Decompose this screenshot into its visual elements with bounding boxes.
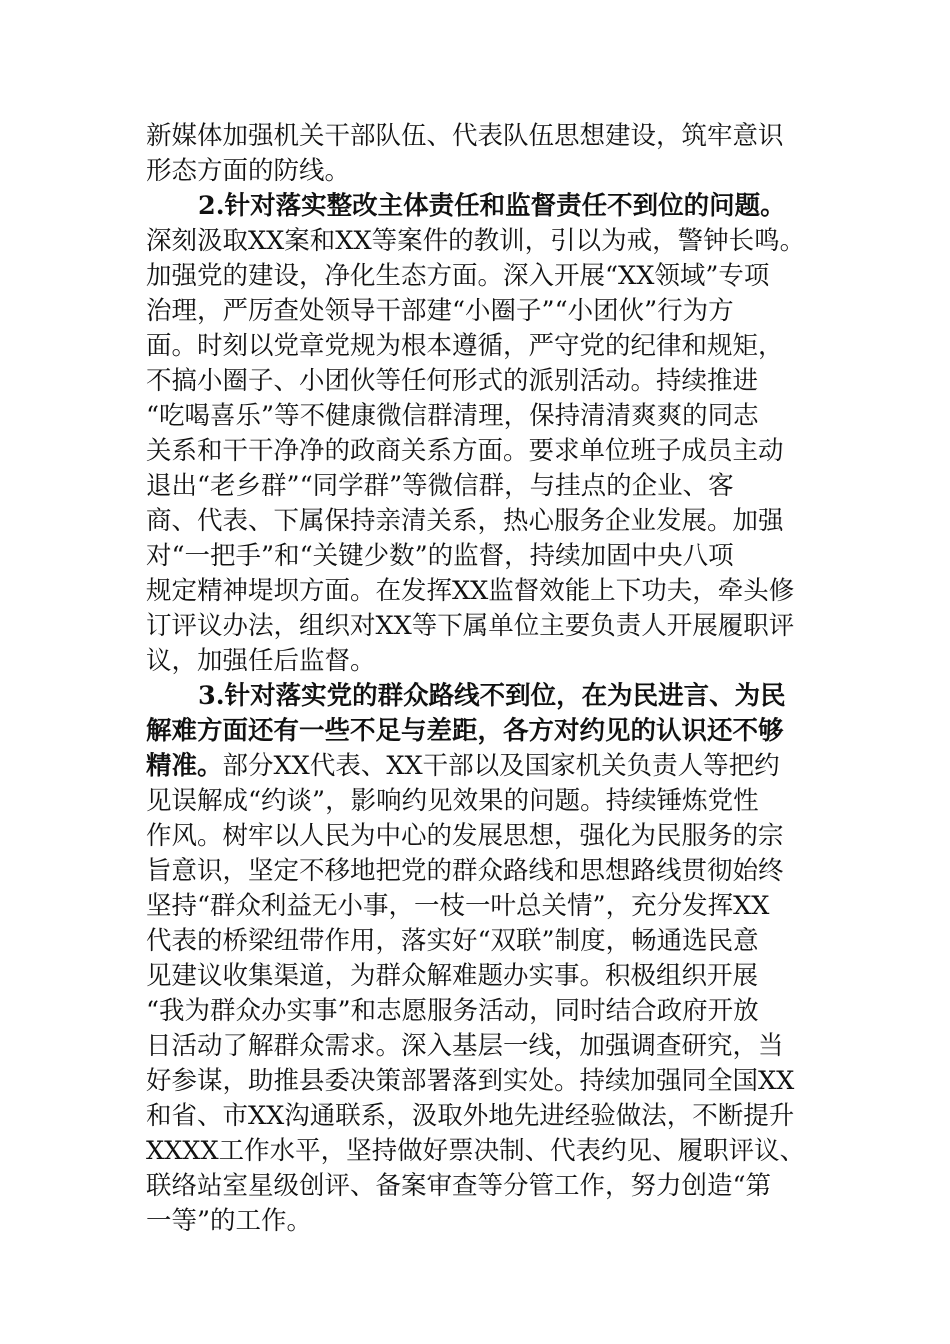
paragraph-line: 加强党的建设，净化生态方面。深入开展“XX领域”专项	[146, 261, 770, 291]
paragraph-line: 形态方面的防线。	[146, 156, 351, 186]
paragraph-line: 议，加强任后监督。	[146, 646, 376, 676]
paragraph-line: 深刻汲取XX案和XX等案件的教训，引以为戒，警钟长鸣。	[146, 226, 806, 256]
paragraph-line: 见误解成“约谈”，影响约见效果的问题。持续锤炼党性	[146, 786, 759, 816]
paragraph-line: 不搞小圈子、小团伙等任何形式的派别活动。持续推进	[146, 366, 759, 396]
paragraph-line: 商、代表、下属保持亲清关系，热心服务企业发展。加强	[146, 506, 784, 536]
paragraph-line: 关系和干干净净的政商关系方面。要求单位班子成员主动	[146, 436, 784, 466]
paragraph-text: 部分XX代表、XX干部以及国家机关负责人等把约	[222, 751, 780, 781]
paragraph-line: 联络站室星级创评、备案审查等分管工作，努力创造“第	[146, 1171, 772, 1201]
paragraph-line: 见建议收集渠道，为群众解难题办实事。积极组织开展	[146, 961, 759, 991]
paragraph-line: 退出“老乡群”“同学群”等微信群，与挂点的企业、客	[146, 471, 734, 501]
paragraph-line: 日活动了解群众需求。深入基层一线，加强调查研究，当	[146, 1031, 784, 1061]
paragraph-line: 好参谋，助推县委决策部署落到实处。持续加强同全国XX	[146, 1066, 795, 1096]
paragraph-line: “我为群众办实事”和志愿服务活动，同时结合政府开放	[146, 996, 759, 1026]
paragraph-line: 作风。树牢以人民为中心的发展思想，强化为民服务的宗	[146, 821, 784, 851]
mixed-heading-line	[146, 747, 810, 785]
paragraph-line: 新媒体加强机关干部队伍、代表队伍思想建设，筑牢意识	[146, 121, 784, 151]
paragraph-line: 对“一把手”和“关键少数”的监督，持续加固中央八项	[146, 541, 734, 571]
paragraph-line: 坚持“群众利益无小事，一枝一叶总关情”，充分发挥XX	[146, 891, 770, 921]
paragraph-line: 订评议办法，组织对XX等下属单位主要负责人开展履职评	[146, 611, 795, 641]
section-heading-3-end: 精准。	[146, 751, 223, 781]
paragraph-line: 代表的桥梁纽带作用，落实好“双联”制度，畅通选民意	[146, 926, 759, 956]
paragraph-line: 旨意识，坚定不移地把党的群众路线和思想路线贯彻始终	[146, 856, 784, 886]
section-heading-3: 解难方面还有一些不足与差距，各方对约见的认识还不够	[146, 716, 784, 746]
paragraph-line: 和省、市XX沟通联系，汲取外地先进经验做法，不断提升	[146, 1101, 795, 1131]
section-heading-2: 2.针对落实整改主体责任和监督责任不到位的问题。	[198, 191, 786, 221]
paragraph-line: 治理，严厉查处领导干部建“小圈子”“小团伙”行为方	[146, 296, 734, 326]
paragraph-line: 一等”的工作。	[146, 1206, 313, 1236]
paragraph-line: 面。时刻以党章党规为根本遵循，严守党的纪律和规矩，	[146, 331, 784, 361]
paragraph-line: XXXX工作水平，坚持做好票决制、代表约见、履职评议、	[146, 1136, 806, 1166]
section-heading-3: 3.针对落实党的群众路线不到位，在为民进言、为民	[198, 681, 786, 711]
paragraph-line: “吃喝喜乐”等不健康微信群清理，保持清清爽爽的同志	[146, 401, 759, 431]
paragraph-line: 规定精神堤坝方面。在发挥XX监督效能上下功夫，牵头修	[146, 576, 795, 606]
